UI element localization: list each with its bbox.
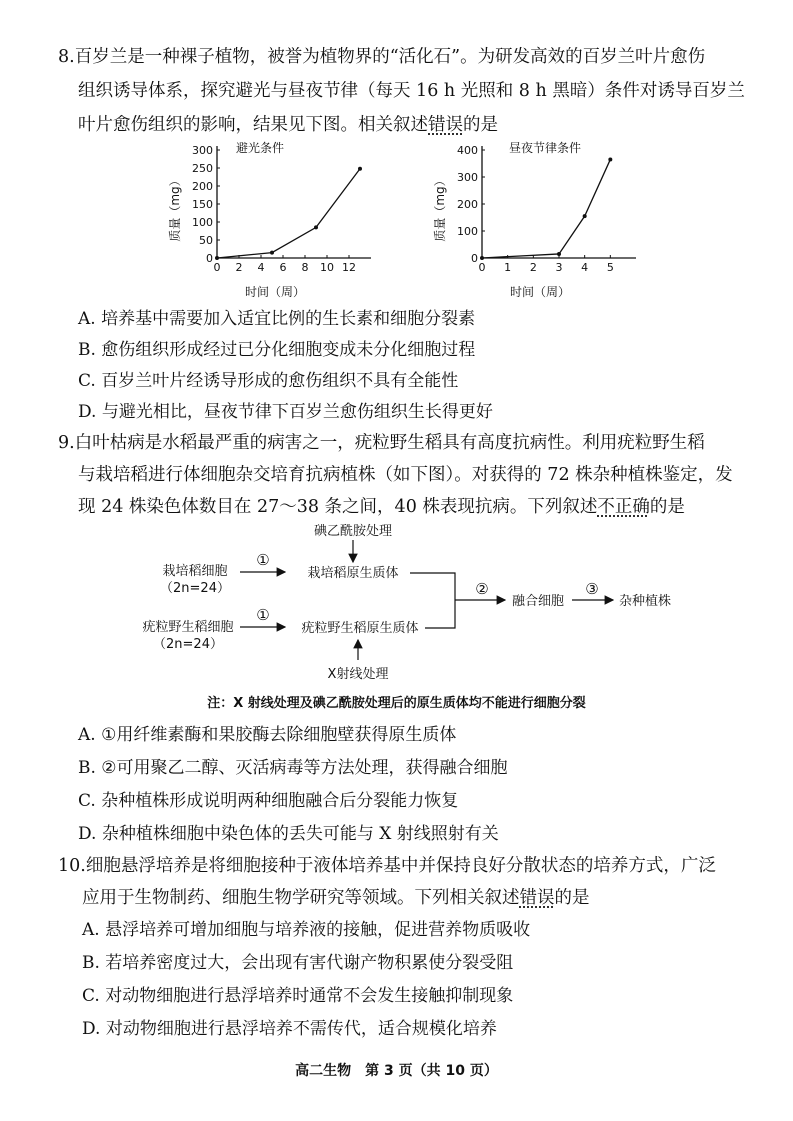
- q9-option-d: D. 杂种植株细胞中染色体的丢失可能与 X 射线照射有关: [78, 824, 499, 844]
- q8-emphasis: 错误: [428, 115, 463, 135]
- q9-stem-line2: 与栽培稻进行体细胞杂交培育抗病植株（如下图）。对获得的 72 株杂种植株鉴定，发: [78, 465, 733, 485]
- step1-label-top: ①: [256, 551, 270, 569]
- q10-option-b: B. 若培养密度过大，会出现有害代谢产物积累使分裂受阻: [82, 953, 514, 973]
- wild-protoplast: 疣粒野生稻原生质体: [301, 621, 419, 636]
- hybrid-plant-label: 杂种植株: [618, 594, 672, 609]
- wild-cell-n: （2n=24）: [153, 637, 223, 652]
- q9-emphasis: 不正确: [597, 497, 650, 517]
- chart2-xlabel: 时间（周）: [509, 285, 571, 299]
- chart2-data-point: [583, 214, 587, 218]
- q9-option-a: A. ①用纤维素酶和果胶酶去除细胞壁获得原生质体: [78, 725, 457, 745]
- chart2-x-tick-label: 2: [529, 261, 537, 274]
- q8-stem-text: 叶片愈伤组织的影响，结果见下图。相关叙述: [78, 115, 428, 135]
- cultivated-protoplast: 栽培稻原生质体: [307, 566, 399, 581]
- chart-dark-condition: [165, 140, 385, 300]
- q10-option-d: D. 对动物细胞进行悬浮培养不需传代，适合规模化培养: [82, 1019, 497, 1039]
- chart2-x-tick-label: 0: [478, 261, 486, 274]
- chart2-x-tick-label: 3: [555, 261, 563, 274]
- q10-stem-line2: [82, 887, 590, 909]
- chart2-x-tick-label: 5: [606, 261, 614, 274]
- chart2-plot: [457, 144, 636, 274]
- q8-option-b: B. 愈伤组织形成经过已分化细胞变成未分化细胞过程: [78, 340, 476, 360]
- chart1-y-tick-label: 150: [192, 198, 213, 211]
- chart1-data-point: [270, 251, 274, 255]
- q10-stem-text: 应用于生物制药、细胞生物学研究等领域。下列相关叙述: [82, 888, 520, 908]
- q9-option-c: C. 杂种植株形成说明两种细胞融合后分裂能力恢复: [78, 791, 459, 811]
- chart2-y-tick-label: 300: [457, 171, 478, 184]
- chart2-data-point: [608, 157, 612, 161]
- wild-cell-label: 疣粒野生稻细胞: [142, 620, 234, 635]
- chart2-data-point: [557, 252, 561, 256]
- q8-stem-line3: [78, 114, 498, 136]
- q9-stem-text: 现 24 株染色体数目在 27～38 条之间，40 株表现抗病。下列叙述: [78, 497, 598, 517]
- q8-option-a: A. 培养基中需要加入适宜比例的生长素和细胞分裂素: [78, 309, 476, 329]
- q8-stem-line1: 8.百岁兰是一种裸子植物，被誉为植物界的“活化石”。为研发高效的百岁兰叶片愈伤: [58, 47, 706, 67]
- chart1-x-tick-label: 4: [257, 261, 265, 274]
- merge-bracket: [410, 573, 455, 628]
- q8-stem-end: 的是: [463, 115, 498, 135]
- q10-stem-line1: 10.细胞悬浮培养是将细胞接种于液体培养基中并保持良好分散状态的培养方式，广泛: [58, 856, 716, 876]
- q9-note: 注：X 射线处理及碘乙酰胺处理后的原生质体均不能进行细胞分裂: [207, 696, 586, 711]
- hybridization-diagram: [120, 520, 700, 690]
- cultivated-cell-n: （2n=24）: [160, 581, 230, 596]
- q10-option-a: A. 悬浮培养可增加细胞与培养液的接触，促进营养物质吸收: [82, 920, 531, 940]
- chart1-series-line: [217, 169, 360, 258]
- step3-label: ③: [585, 580, 599, 598]
- top-treatment-label: 碘乙酰胺处理: [313, 524, 393, 539]
- q9-stem-line1: 9.白叶枯病是水稻最严重的病害之一，疣粒野生稻具有高度抗病性。利用疣粒野生稻: [58, 433, 705, 453]
- chart1-x-tick-label: 12: [342, 261, 356, 274]
- chart-circadian-condition: [430, 140, 650, 300]
- chart1-y-tick-label: 0: [206, 252, 213, 265]
- chart1-x-tick-label: 10: [320, 261, 334, 274]
- chart1-plot: [192, 144, 371, 274]
- cultivated-cell-label: 栽培稻细胞: [162, 564, 228, 579]
- chart1-y-tick-label: 250: [192, 162, 213, 175]
- chart2-x-tick-label: 1: [504, 261, 512, 274]
- q10-option-c: C. 对动物细胞进行悬浮培养时通常不会发生接触抑制现象: [82, 986, 514, 1006]
- q8-option-d: D. 与避光相比，昼夜节律下百岁兰愈伤组织生长得更好: [78, 402, 493, 422]
- chart1-x-tick-label: 8: [301, 261, 309, 274]
- q9-stem-line3: [78, 496, 685, 518]
- q8-option-c: C. 百岁兰叶片经诱导形成的愈伤组织不具有全能性: [78, 371, 459, 391]
- chart1-y-tick-label: 50: [199, 234, 213, 247]
- bottom-treatment-label: X射线处理: [327, 667, 389, 682]
- chart2-ylabel: 质量（mg）: [433, 174, 447, 242]
- q9-option-b: B. ②可用聚乙二醇、灭活病毒等方法处理，获得融合细胞: [78, 758, 508, 778]
- page-footer: 高二生物 第 3 页（共 10 页）: [295, 1063, 498, 1079]
- chart1-ylabel: 质量（mg）: [168, 174, 182, 242]
- chart2-title: 昼夜节律条件: [508, 141, 582, 155]
- chart2-data-point: [480, 256, 484, 260]
- chart1-data-point: [314, 225, 318, 229]
- chart1-y-tick-label: 200: [192, 180, 213, 193]
- chart2-y-tick-label: 200: [457, 198, 478, 211]
- step2-label: ②: [475, 580, 489, 598]
- chart2-series-line: [482, 159, 610, 258]
- chart1-x-tick-label: 6: [279, 261, 287, 274]
- chart2-y-tick-label: 0: [471, 252, 478, 265]
- q8-stem-line2: 组织诱导体系，探究避光与昼夜节律（每天 16 h 光照和 8 h 黑暗）条件对诱导百岁兰: [78, 81, 745, 101]
- chart2-y-tick-label: 400: [457, 144, 478, 157]
- chart1-data-point: [215, 256, 219, 260]
- q10-stem-end: 的是: [554, 888, 590, 908]
- chart1-x-tick-label: 0: [213, 261, 221, 274]
- chart1-y-tick-label: 300: [192, 144, 213, 157]
- step1-label-bottom: ①: [256, 606, 270, 624]
- chart2-y-tick-label: 100: [457, 225, 478, 238]
- chart1-x-tick-label: 2: [235, 261, 243, 274]
- q9-stem-end: 的是: [649, 497, 685, 517]
- chart2-x-tick-label: 4: [581, 261, 589, 274]
- chart1-title: 避光条件: [235, 141, 285, 155]
- chart1-xlabel: 时间（周）: [244, 285, 306, 299]
- fused-cell-label: 融合细胞: [511, 594, 565, 609]
- chart1-y-tick-label: 100: [192, 216, 213, 229]
- q10-emphasis: 错误: [519, 888, 555, 908]
- chart1-data-point: [358, 167, 362, 171]
